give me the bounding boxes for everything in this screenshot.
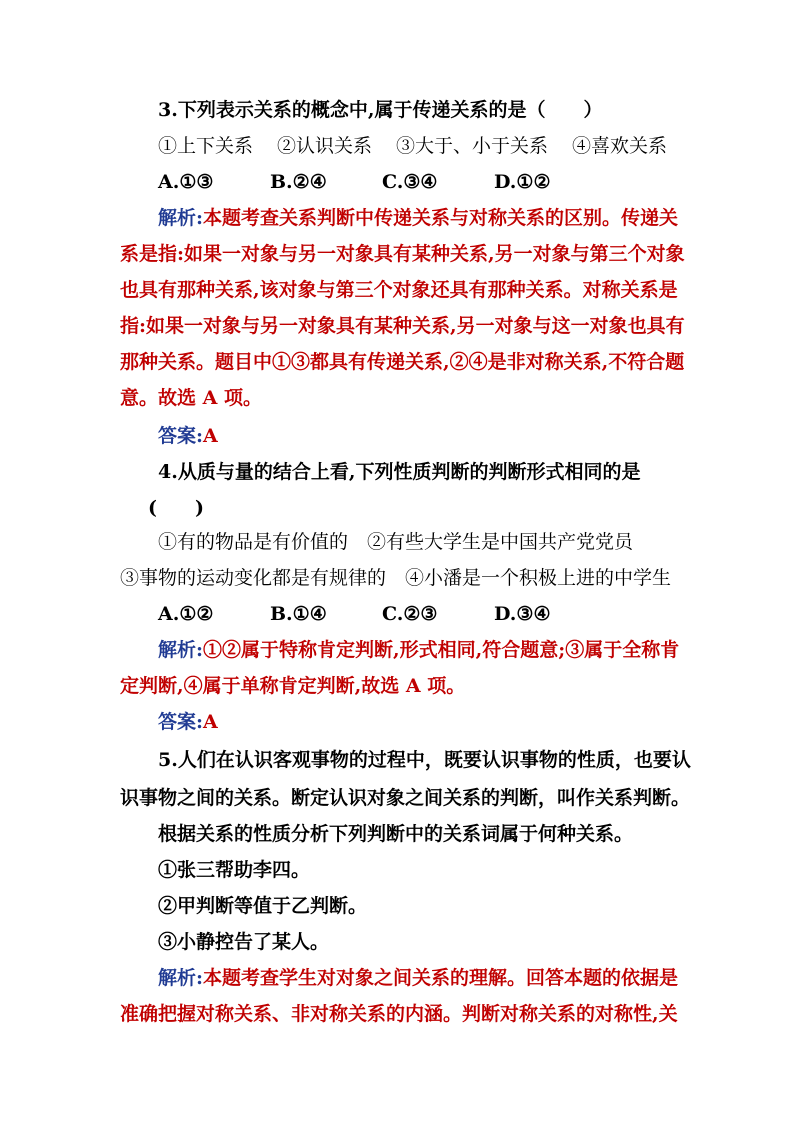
q5-stem-line-2: 识事物之间的关系。断定认识对象之间关系的判断，叫作关系判断。 [120, 787, 691, 809]
q4-analysis-line-1 [158, 632, 718, 669]
q3-analysis-line-1 [158, 200, 718, 237]
q4-options [158, 596, 718, 633]
q4-analysis-text-1: ①②属于特称肯定判断,形式相同,符合题意;③属于全称肯 [203, 639, 680, 661]
q3-analysis-line-6: 意。故选 A 项。 [120, 387, 262, 409]
q3-stem: 3.下列表示关系的概念中,属于传递关系的是（ ） [158, 99, 603, 121]
q5-stem-line-6: ③小静控告了某人。 [158, 931, 330, 953]
q4-stem-line-1: 4.从质与量的结合上看,下列性质判断的判断形式相同的是 [158, 461, 641, 483]
q3-option-b: B.②④ [270, 171, 327, 193]
q3-answer [158, 418, 718, 455]
q5-analysis-text-1: 本题考查学生对对象之间关系的理解。回答本题的依据是 [203, 967, 679, 989]
q3-analysis-line-5: 那种关系。题目中①③都具有传递关系,②④是非对称关系,不符合题 [120, 351, 685, 373]
q3-answer-value: A [203, 425, 218, 447]
q4-stem-line-2: ( ) [148, 497, 204, 519]
q4-analysis-line-2: 定判断,④属于单称肯定判断,故选 A 项。 [120, 675, 466, 697]
q5-analysis-label: 解析: [158, 967, 204, 989]
q4-option-b: B.①④ [270, 603, 327, 625]
q4-choices-line-1: ①有的物品是有价值的 ②有些大学生是中国共产党党员 [158, 531, 634, 553]
q5-analysis-line-1 [158, 960, 718, 997]
q3-choice-4: ④喜欢关系 [572, 135, 668, 157]
q4-choices-line-2: ③事物的运动变化都是有规律的 ④小潘是一个积极上进的中学生 [120, 567, 672, 589]
q5-stem-line-1: 5.人们在认识客观事物的过程中，既要认识事物的性质，也要认 [158, 749, 691, 771]
q4-answer [158, 704, 718, 741]
q3-option-d: D.①② [494, 171, 551, 193]
q3-options [158, 164, 718, 201]
q4-option-c: C.②③ [382, 603, 438, 625]
q4-answer-label: 答案: [158, 711, 204, 733]
q3-choice-3: ③大于、小于关系 [396, 135, 549, 157]
q5-stem-line-5: ②甲判断等值于乙判断。 [158, 895, 368, 917]
q3-answer-label: 答案: [158, 425, 204, 447]
q3-analysis-line-3: 也具有那种关系,该对象与第三个对象还具有那种关系。对称关系是 [120, 279, 678, 301]
q3-choices [158, 128, 718, 165]
q4-analysis-label: 解析: [158, 639, 204, 661]
q3-choice-1: ①上下关系 [158, 135, 254, 157]
q3-option-c: C.③④ [382, 171, 438, 193]
q3-analysis-line-2: 系是指:如果一对象与另一对象具有某种关系,另一对象与第三个对象 [120, 243, 685, 265]
q5-stem-line-4: ①张三帮助李四。 [158, 859, 311, 881]
q5-analysis-line-2: 准确把握对称关系、非对称关系的内涵。判断对称关系的对称性,关 [120, 1003, 678, 1025]
q3-analysis-text-1: 本题考查关系判断中传递关系与对称关系的区别。传递关 [203, 207, 679, 229]
q4-option-d: D.③④ [494, 603, 551, 625]
q4-option-a: A.①② [158, 603, 214, 625]
q3-choice-2: ②认识关系 [277, 135, 373, 157]
q5-stem-line-3: 根据关系的性质分析下列判断中的关系词属于何种关系。 [158, 823, 634, 845]
q3-analysis-line-4: 指:如果一对象与另一对象具有某种关系,另一对象与这一对象也具有 [120, 315, 685, 337]
q3-option-a: A.①③ [158, 171, 214, 193]
q3-analysis-label: 解析: [158, 207, 204, 229]
q4-answer-value: A [203, 711, 218, 733]
